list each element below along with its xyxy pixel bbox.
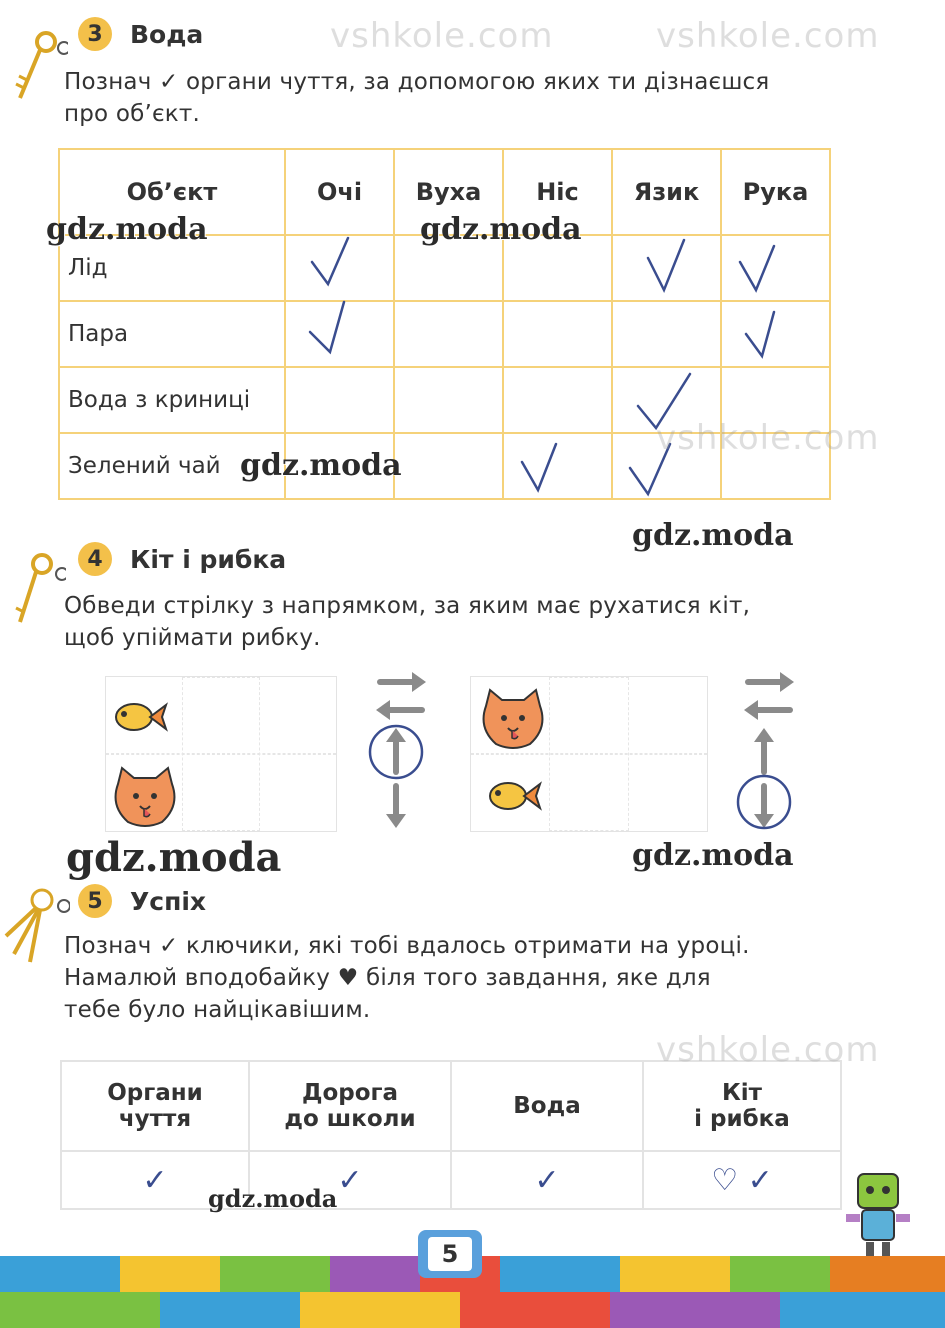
success-header: Органи чуття xyxy=(61,1061,249,1151)
gdz-watermark: gdz.moda xyxy=(66,834,282,881)
check-cell[interactable] xyxy=(612,433,721,499)
check-cell[interactable] xyxy=(503,367,612,433)
check-cell[interactable] xyxy=(285,367,394,433)
check-cell[interactable] xyxy=(285,235,394,301)
cat-icon xyxy=(108,766,182,828)
check-cell[interactable] xyxy=(721,235,830,301)
check-cell[interactable] xyxy=(394,301,503,367)
task-instruction: Намалюй вподобайку ♥ біля того завдання, яке для xyxy=(64,965,711,991)
gdz-watermark: gdz.moda xyxy=(632,838,794,873)
task-instruction: тебе було найцікавішим. xyxy=(64,997,371,1023)
table-header: Вуха xyxy=(394,149,503,235)
success-mark-cell[interactable]: ♡ ✓ xyxy=(643,1151,841,1209)
watermark: vshkole.com xyxy=(656,16,880,56)
watermark: vshkole.com xyxy=(656,418,880,458)
check-cell[interactable] xyxy=(721,367,830,433)
gdz-watermark: gdz.moda xyxy=(240,448,402,483)
task-title: Успіх xyxy=(130,887,207,916)
success-mark-cell[interactable]: ✓ xyxy=(61,1151,249,1209)
check-cell[interactable] xyxy=(721,301,830,367)
fish-icon xyxy=(110,695,170,739)
task-instruction: Обведи стрілку з напрямком, за яким має рухатися кіт, xyxy=(64,593,751,619)
row-label: Лід xyxy=(59,235,285,301)
page-number: 5 xyxy=(428,1237,472,1271)
check-cell[interactable] xyxy=(612,235,721,301)
success-mark-cell[interactable]: ✓ xyxy=(249,1151,451,1209)
senses-table xyxy=(58,148,831,500)
check-cell[interactable] xyxy=(285,433,394,499)
row-label: Зелений чай xyxy=(59,433,285,499)
success-header: Дорога до школи xyxy=(249,1061,451,1151)
task-instruction: щоб упіймати рибку. xyxy=(64,625,321,651)
check-cell[interactable] xyxy=(394,367,503,433)
check-cell[interactable] xyxy=(503,301,612,367)
gdz-watermark: gdz.moda xyxy=(420,212,582,247)
task-number-badge: 5 xyxy=(78,884,112,918)
task-instruction: Познач ✓ ключики, які тобі вдалось отримати на уроці. xyxy=(64,933,750,959)
robot-icon xyxy=(840,1168,916,1258)
watermark: vshkole.com xyxy=(656,1030,880,1070)
row-label: Вода з криниці xyxy=(59,367,285,433)
table-row xyxy=(59,433,830,499)
key-icon xyxy=(8,28,68,108)
table-row xyxy=(59,301,830,367)
success-table xyxy=(60,1060,842,1210)
success-mark-cell[interactable]: ✓ xyxy=(451,1151,643,1209)
task-instruction: Познач ✓ органи чуття, за допомогою яких ти дізнаєшся xyxy=(64,69,770,95)
table-row xyxy=(59,367,830,433)
check-cell[interactable] xyxy=(285,301,394,367)
task-instruction: про об’єкт. xyxy=(64,101,201,127)
fish-icon xyxy=(484,774,544,818)
table-header: Об’єкт xyxy=(59,149,285,235)
gdz-watermark: gdz.moda xyxy=(208,1184,338,1213)
row-label: Пара xyxy=(59,301,285,367)
check-cell[interactable] xyxy=(503,433,612,499)
task-title: Кіт і рибка xyxy=(130,545,287,574)
gdz-watermark: gdz.moda xyxy=(46,212,208,247)
keys-bunch-icon xyxy=(0,880,70,970)
gdz-watermark: gdz.moda xyxy=(632,518,794,553)
table-header: Очі xyxy=(285,149,394,235)
check-cell[interactable] xyxy=(394,235,503,301)
key-icon xyxy=(6,550,66,630)
watermark: vshkole.com xyxy=(330,16,554,56)
success-header: Вода xyxy=(451,1061,643,1151)
check-cell[interactable] xyxy=(612,301,721,367)
task-title: Вода xyxy=(130,20,204,49)
table-header: Рука xyxy=(721,149,830,235)
direction-arrows[interactable] xyxy=(728,668,808,836)
check-cell[interactable] xyxy=(612,367,721,433)
task-number-badge: 4 xyxy=(78,542,112,576)
task-number-badge: 3 xyxy=(78,17,112,51)
direction-arrows[interactable] xyxy=(360,668,440,836)
cat-icon xyxy=(476,688,550,750)
check-cell[interactable] xyxy=(503,235,612,301)
page-number-badge xyxy=(418,1230,482,1278)
table-header: Язик xyxy=(612,149,721,235)
table-row xyxy=(59,235,830,301)
check-cell[interactable] xyxy=(394,433,503,499)
table-header: Ніс xyxy=(503,149,612,235)
check-cell[interactable] xyxy=(721,433,830,499)
success-header: Кіт і рибка xyxy=(643,1061,841,1151)
